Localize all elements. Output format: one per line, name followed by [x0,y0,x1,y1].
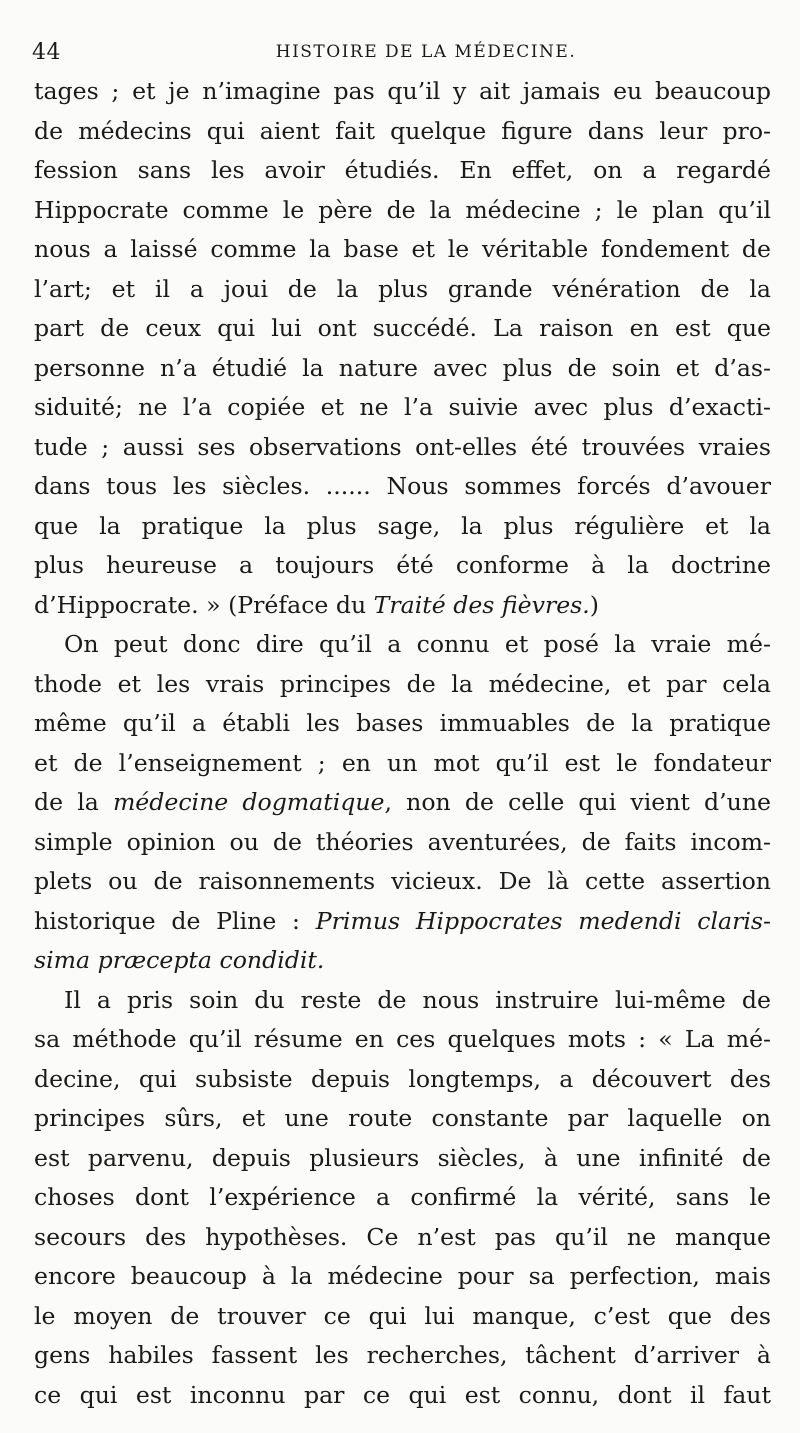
text-line: que la pratique la plus sage, la plus régulière et la [34,511,771,540]
text-line [34,902,771,942]
text-segment: , non de celle qui vient d’une [384,788,771,816]
text-line: nous a laissé comme la base et le véritable fondement de [34,235,771,263]
text-line: tages ; et je n’imagine pas qu’il y ait jamais eu beaucoup [34,77,771,105]
text-line: ce qui est inconnu par ce qui est connu, dont il faut [34,1380,771,1409]
italic-quote: Primus Hippocrates medendi claris- [315,906,772,935]
text-line: le moyen de trouver ce qui lui manque, c’est que des [34,1301,771,1330]
text-line: Hippocrate comme le père de la médecine ; le plan qu’il [34,195,771,224]
text-segment: historique de Pline : [34,906,316,935]
text-segment: de la [34,788,113,816]
text-line: On peut donc dire qu’il a connu et posé la vraie mé- [64,630,771,658]
text-line: gens habiles fassent les recherches, tâchent d’arriver à [34,1341,771,1369]
text-line: principes sûrs, et une route constante par laquelle on [34,1104,771,1132]
text-line: encore beaucoup à la médecine pour sa perfection, mais [34,1262,771,1290]
text-line: même qu’il a établi les bases immuables de la pratique [34,709,771,737]
text-line: fession sans les avoir étudiés. En effet, on a regardé [34,156,771,184]
text-line: decine, qui subsiste depuis longtemps, a découvert des [34,1064,771,1093]
paragraph-1 [34,72,771,625]
text-line: plets ou de raisonnements vicieux. De là cette assertion [34,867,771,895]
italic-quote: sima præcepta condidit. [34,946,325,974]
body-text [34,72,771,1415]
text-line: est parvenu, depuis plusieurs siècles, à une infinité de [34,1143,771,1172]
text-line: secours des hypothèses. Ce n’est pas qu’il ne manque [34,1222,771,1251]
text-line: dans tous les siècles. ...... Nous sommes forcés d’avouer [34,472,771,500]
paragraph-3 [34,981,771,1416]
text-line: thode et les vrais principes de la médecine, et par cela [34,669,771,698]
text-line: plus heureuse a toujours été conforme à la doctrine [34,551,771,579]
running-head [32,40,760,70]
running-title: HISTOIRE DE LA MÉDECINE. [275,42,577,62]
text-segment: d’Hippocrate. » (Préface du [34,590,374,619]
text-line: Il a pris soin du reste de nous instruire lui-même de [64,985,771,1014]
page-number: 44 [32,40,61,65]
text-line [34,941,771,981]
text-line: l’art; et il a joui de la plus grande vénération de la [34,274,771,303]
text-line: de médecins qui aient fait quelque figure dans leur pro- [34,116,771,145]
text-line: sa méthode qu’il résume en ces quelques mots : « La mé- [34,1025,771,1053]
text-line: simple opinion ou de théories aventurées, de faits incom- [34,827,771,856]
text-line: part de ceux qui lui ont succédé. La raison en est que [34,314,771,342]
text-line [34,783,771,823]
text-line [34,586,771,626]
text-line: et de l’enseignement ; en un mot qu’il est le fondateur [34,748,771,777]
text-segment: ) [589,590,600,619]
italic-title: Traité des fièvres. [373,590,590,619]
paragraph-2 [34,625,771,981]
text-line: tude ; aussi ses observations ont-elles été trouvées vraies [34,432,771,461]
text-line: personne n’a étudié la nature avec plus de soin et d’as- [34,353,771,382]
text-line: choses dont l’expérience a confirmé la vérité, sans le [34,1183,771,1211]
italic-term: médecine dogmatique [112,788,385,816]
text-line: siduité; ne l’a copiée et ne l’a suivie avec plus d’exacti- [34,393,771,421]
